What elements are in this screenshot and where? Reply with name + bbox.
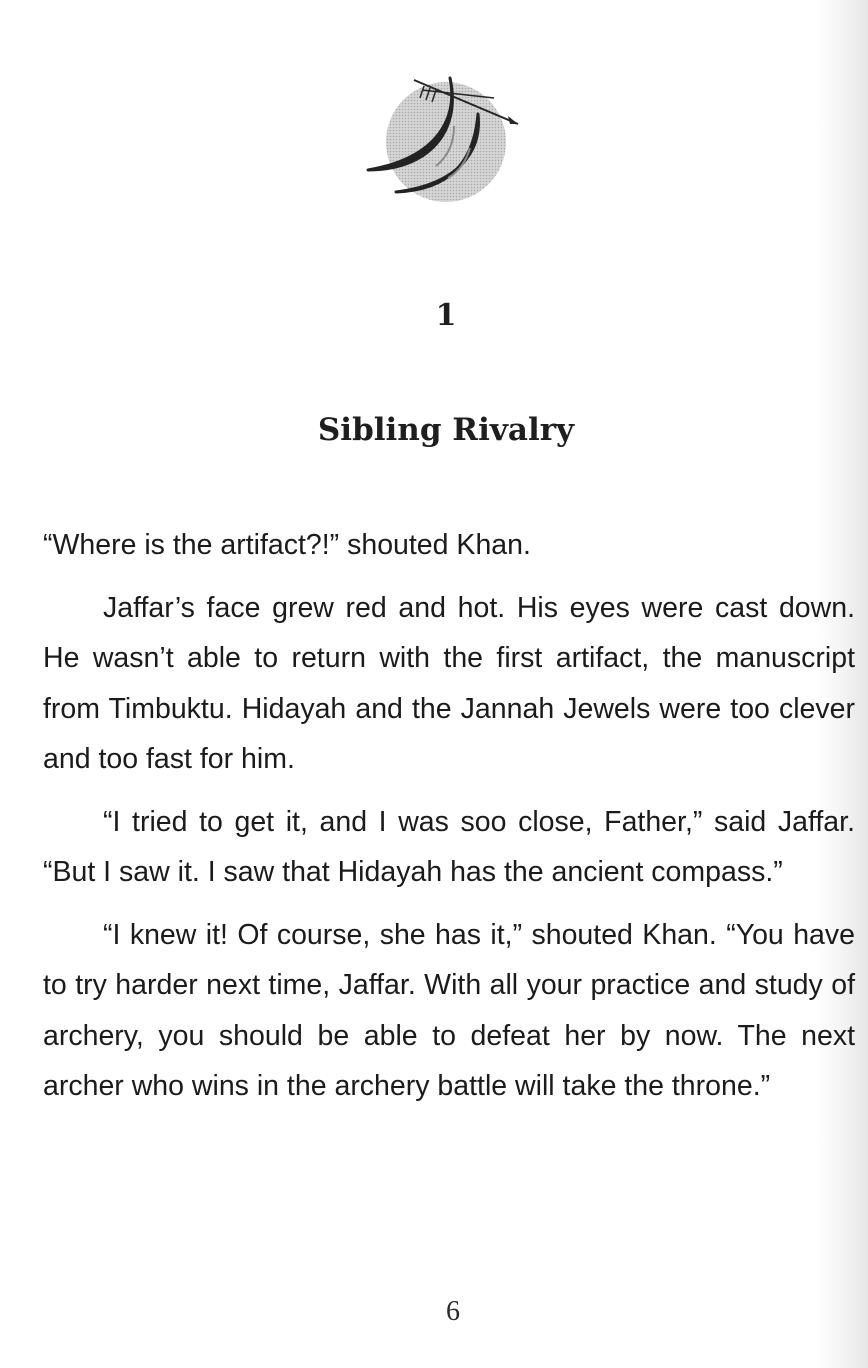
chapter-body [43,520,855,1124]
chapter-number: 1 [435,298,457,333]
paragraph: “I knew it! Of course, she has it,” shouted Khan. “You have to try harder next time, Jaffar. With all your practice and study of archery, you should be able to defeat her by now. The next archer who wins in the archery battle will take the throne.” [43,918,855,1102]
page-number: 6 [446,1296,460,1327]
paragraph: Jaffar’s face grew red and hot. His eyes were cast down. He wasn’t able to return with the first artifact, the manuscript from Timbuktu. Hidayah and the Jannah Jewels were too clever and too fast for him. [43,591,855,775]
chapter-title: Sibling Rivalry [317,412,575,448]
moon-arrows-emblem-icon [362,66,522,206]
paragraph: “I tried to get it, and I was soo close, Father,” said Jaffar. “But I saw it. I saw that Hidayah has the ancient compass.” [43,805,855,888]
paragraph: “Where is the artifact?!” shouted Khan. [43,529,531,561]
